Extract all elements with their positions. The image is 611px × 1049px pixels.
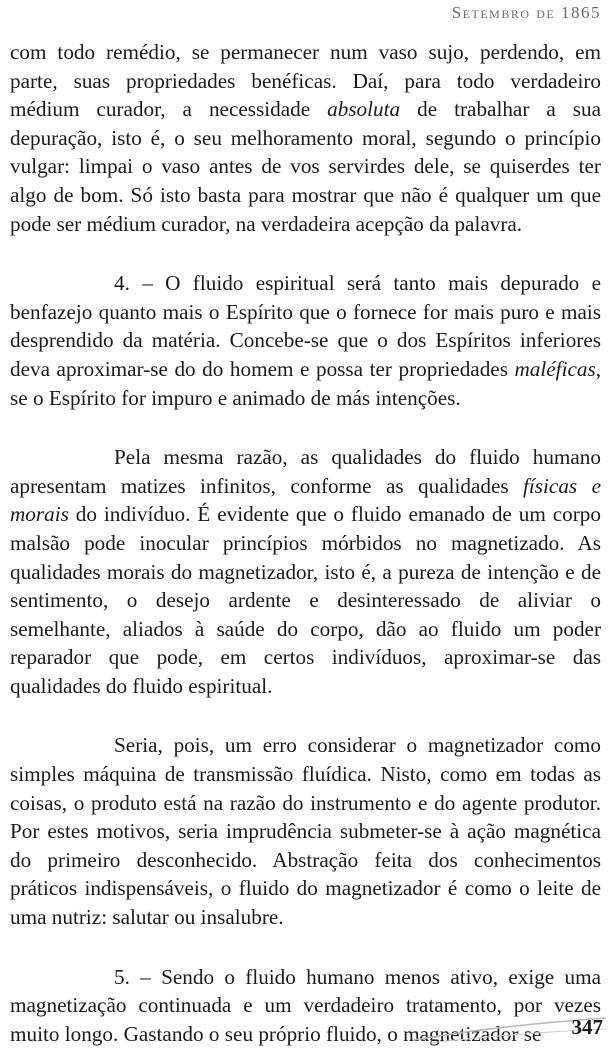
text-run: , se o Espírito for impuro e animado de más intenções. [10,356,601,410]
italic-run: absoluta [327,97,401,122]
text-run: 4. – O fluido espiritual será tanto mais depurado e benfazejo quanto mais o Espírito que o fornece for mais puro e mais desprendido da matéria. Concebe-se que o dos Espíritos inferiores deva aproximar-se do do homem e possa ter propriedades [10,271,601,381]
paragraph-2 [10,269,601,412]
paragraph-3 [10,443,601,700]
text-run: do indivíduo. É evidente que o fluido emanado de um corpo malsão pode inocular princípios mórbidos no magnetizado. As qualidades morais do magnetizador, isto é, a pureza de intenção e de sentimento, o desejo ardente e desinteressado de aliviar o semelhante, aliados à saúde do corpo, dão ao fluido um poder reparador que pode, em certos indivíduos, aproximar-se das qualidades do fluido espiritual. [10,502,601,698]
text-run: 5. – Sendo o fluido humano menos ativo, exige uma magnetização continuada e um verdadeiro tratamento, por vezes muito longo. Gastando o seu próprio fluido, o magnetizador se [10,964,601,1046]
running-header: Setembro de 1865 [451,3,601,22]
page-number: 347 [571,1015,603,1039]
text-run: Seria, pois, um erro considerar o magnetizador como simples máquina de transmissão fluídica. Nisto, como em todas as coisas, o produto está na razão do instrumento e do agente produtor. Por estes motivos, seria imprudência submeter-se à ação magnética do primeiro desconhecido. Abstração feita dos conhecimentos práticos indispensáveis, o fluido do magnetizador é como o leite de uma nutriz: salutar ou insalubre. [10,733,601,930]
text-run: de trabalhar a sua depuração, isto é, o seu melhoramento moral, segundo o princípio vulgar: limpai o vaso antes de vos servirdes dele, se quiserdes ter algo de bom. Só isto basta para mostrar que não é qualquer um que pode ser médium curador, na verdadeira acepção da palavra. [10,97,601,236]
body-text [10,38,601,1048]
text-run: Pela mesma razão, as qualidades do fluido humano apresentam matizes infinitos, conforme as qualidades [10,445,601,498]
paragraph-1 [10,38,601,238]
text-run: com todo remédio, se permanecer num vaso sujo, perdendo, em parte, suas propriedades benéficas. Daí, para todo verdadeiro médium curador, a necessidade [10,40,601,122]
italic-run: físicas e morais [10,473,601,527]
italic-run: maléficas [514,356,596,381]
paragraph-4 [10,731,601,931]
